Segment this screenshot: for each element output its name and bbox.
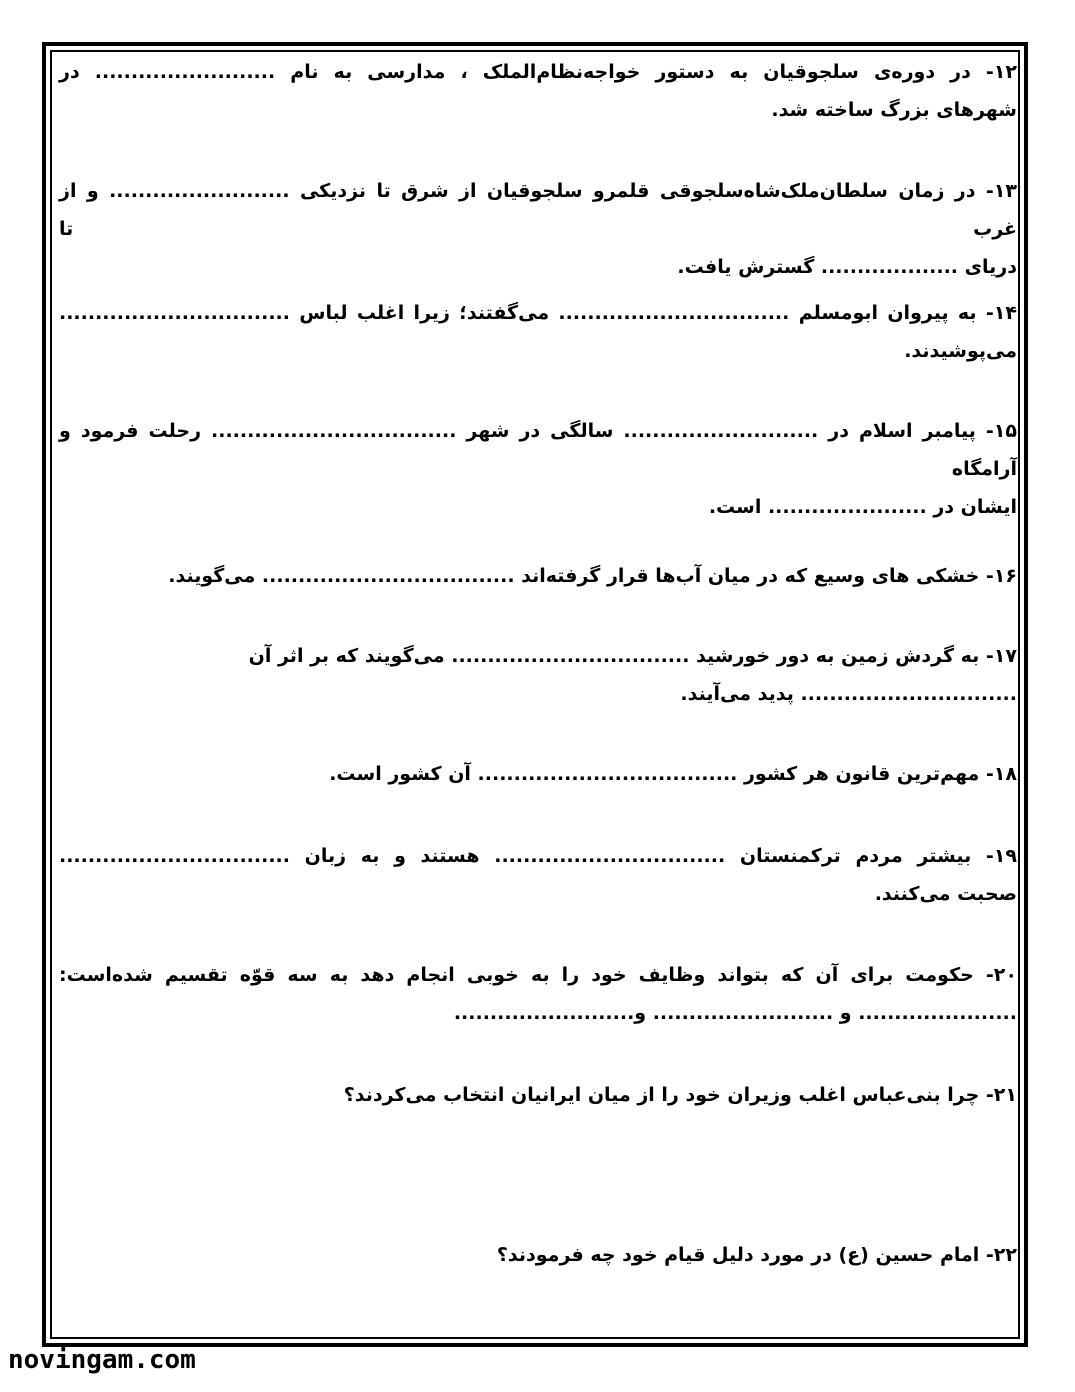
- question-15: [59, 412, 1017, 526]
- question-13-line-2: دریای ................... گسترش یافت.: [677, 256, 1017, 278]
- question-22: [497, 1236, 1017, 1274]
- question-19-line-1: ۱۹- بیشتر مردم ترکمنستان ................................ هستند و به زبان ................................: [59, 845, 1017, 867]
- question-18-line-1: ۱۸- مهم‌ترین قانون هر کشور .................................... آن کشور است.: [329, 763, 1017, 785]
- question-19: [59, 837, 1017, 913]
- question-19-line-2: صحبت می‌کنند.: [874, 883, 1017, 905]
- question-14: [59, 294, 1017, 370]
- question-14-line-2: می‌پوشیدند.: [904, 340, 1017, 362]
- question-15-line-1: ۱۵- پیامبر اسلام در ........................... سالگی در شهر .................................. رحلت فرمود و آرامگاه: [59, 420, 1017, 480]
- question-12-line-1: ۱۲- در دوره‌ی سلجوقیان به دستور خواجه‌نظام‌الملک ، مدارسی به نام ......................... در: [59, 61, 1017, 83]
- question-14-line-1: ۱۴- به پیروان ابومسلم ................................ می‌گفتند؛ زیرا اغلب لباس ................................: [59, 302, 1017, 324]
- question-15-line-2: ایشان در ...................... است.: [708, 496, 1017, 518]
- question-12-line-2: شهرهای بزرگ ساخته شد.: [771, 99, 1017, 121]
- question-17: [59, 637, 1017, 713]
- question-22-line-1: ۲۲- امام حسین (ع) در مورد دلیل قیام خود چه فرمودند؟: [496, 1244, 1017, 1266]
- question-17-line-1: ۱۷- به گردش زمین به دور خورشید ................................. می‌گویند که بر اثر آن: [248, 645, 1017, 667]
- question-17-line-2: .............................. پدید می‌آیند.: [680, 683, 1017, 705]
- question-16-line-1: ۱۶- خشکی های وسیع که در میان آب‌ها قرار گرفته‌اند ................................... می‌گویند.: [168, 565, 1017, 587]
- question-13: [59, 172, 1017, 286]
- question-21-line-1: ۲۱- چرا بنی‌عباس اغلب وزیران خود را از میان ایرانیان انتخاب می‌کردند؟: [343, 1084, 1017, 1106]
- question-20-line-1: ۲۰- حکومت برای آن که بتواند وظایف خود را به خوبی انجام دهد به سه قوّه تقسیم شده‌است:: [59, 964, 1017, 986]
- question-13-line-1: ۱۳- در زمان سلطان‌ملک‌شاه‌سلجوقی قلمرو سلجوقیان از شرق تا نزدیکی ......................... و از غرب تا: [59, 180, 1017, 240]
- question-16: [168, 557, 1017, 595]
- question-20-line-2: ...................... و ......................... و.........................: [453, 1002, 1017, 1024]
- question-12: [59, 53, 1017, 129]
- question-18: [329, 755, 1017, 793]
- question-21: [344, 1076, 1017, 1114]
- site-watermark: novingam.com: [8, 1345, 196, 1375]
- question-20: [59, 956, 1017, 1032]
